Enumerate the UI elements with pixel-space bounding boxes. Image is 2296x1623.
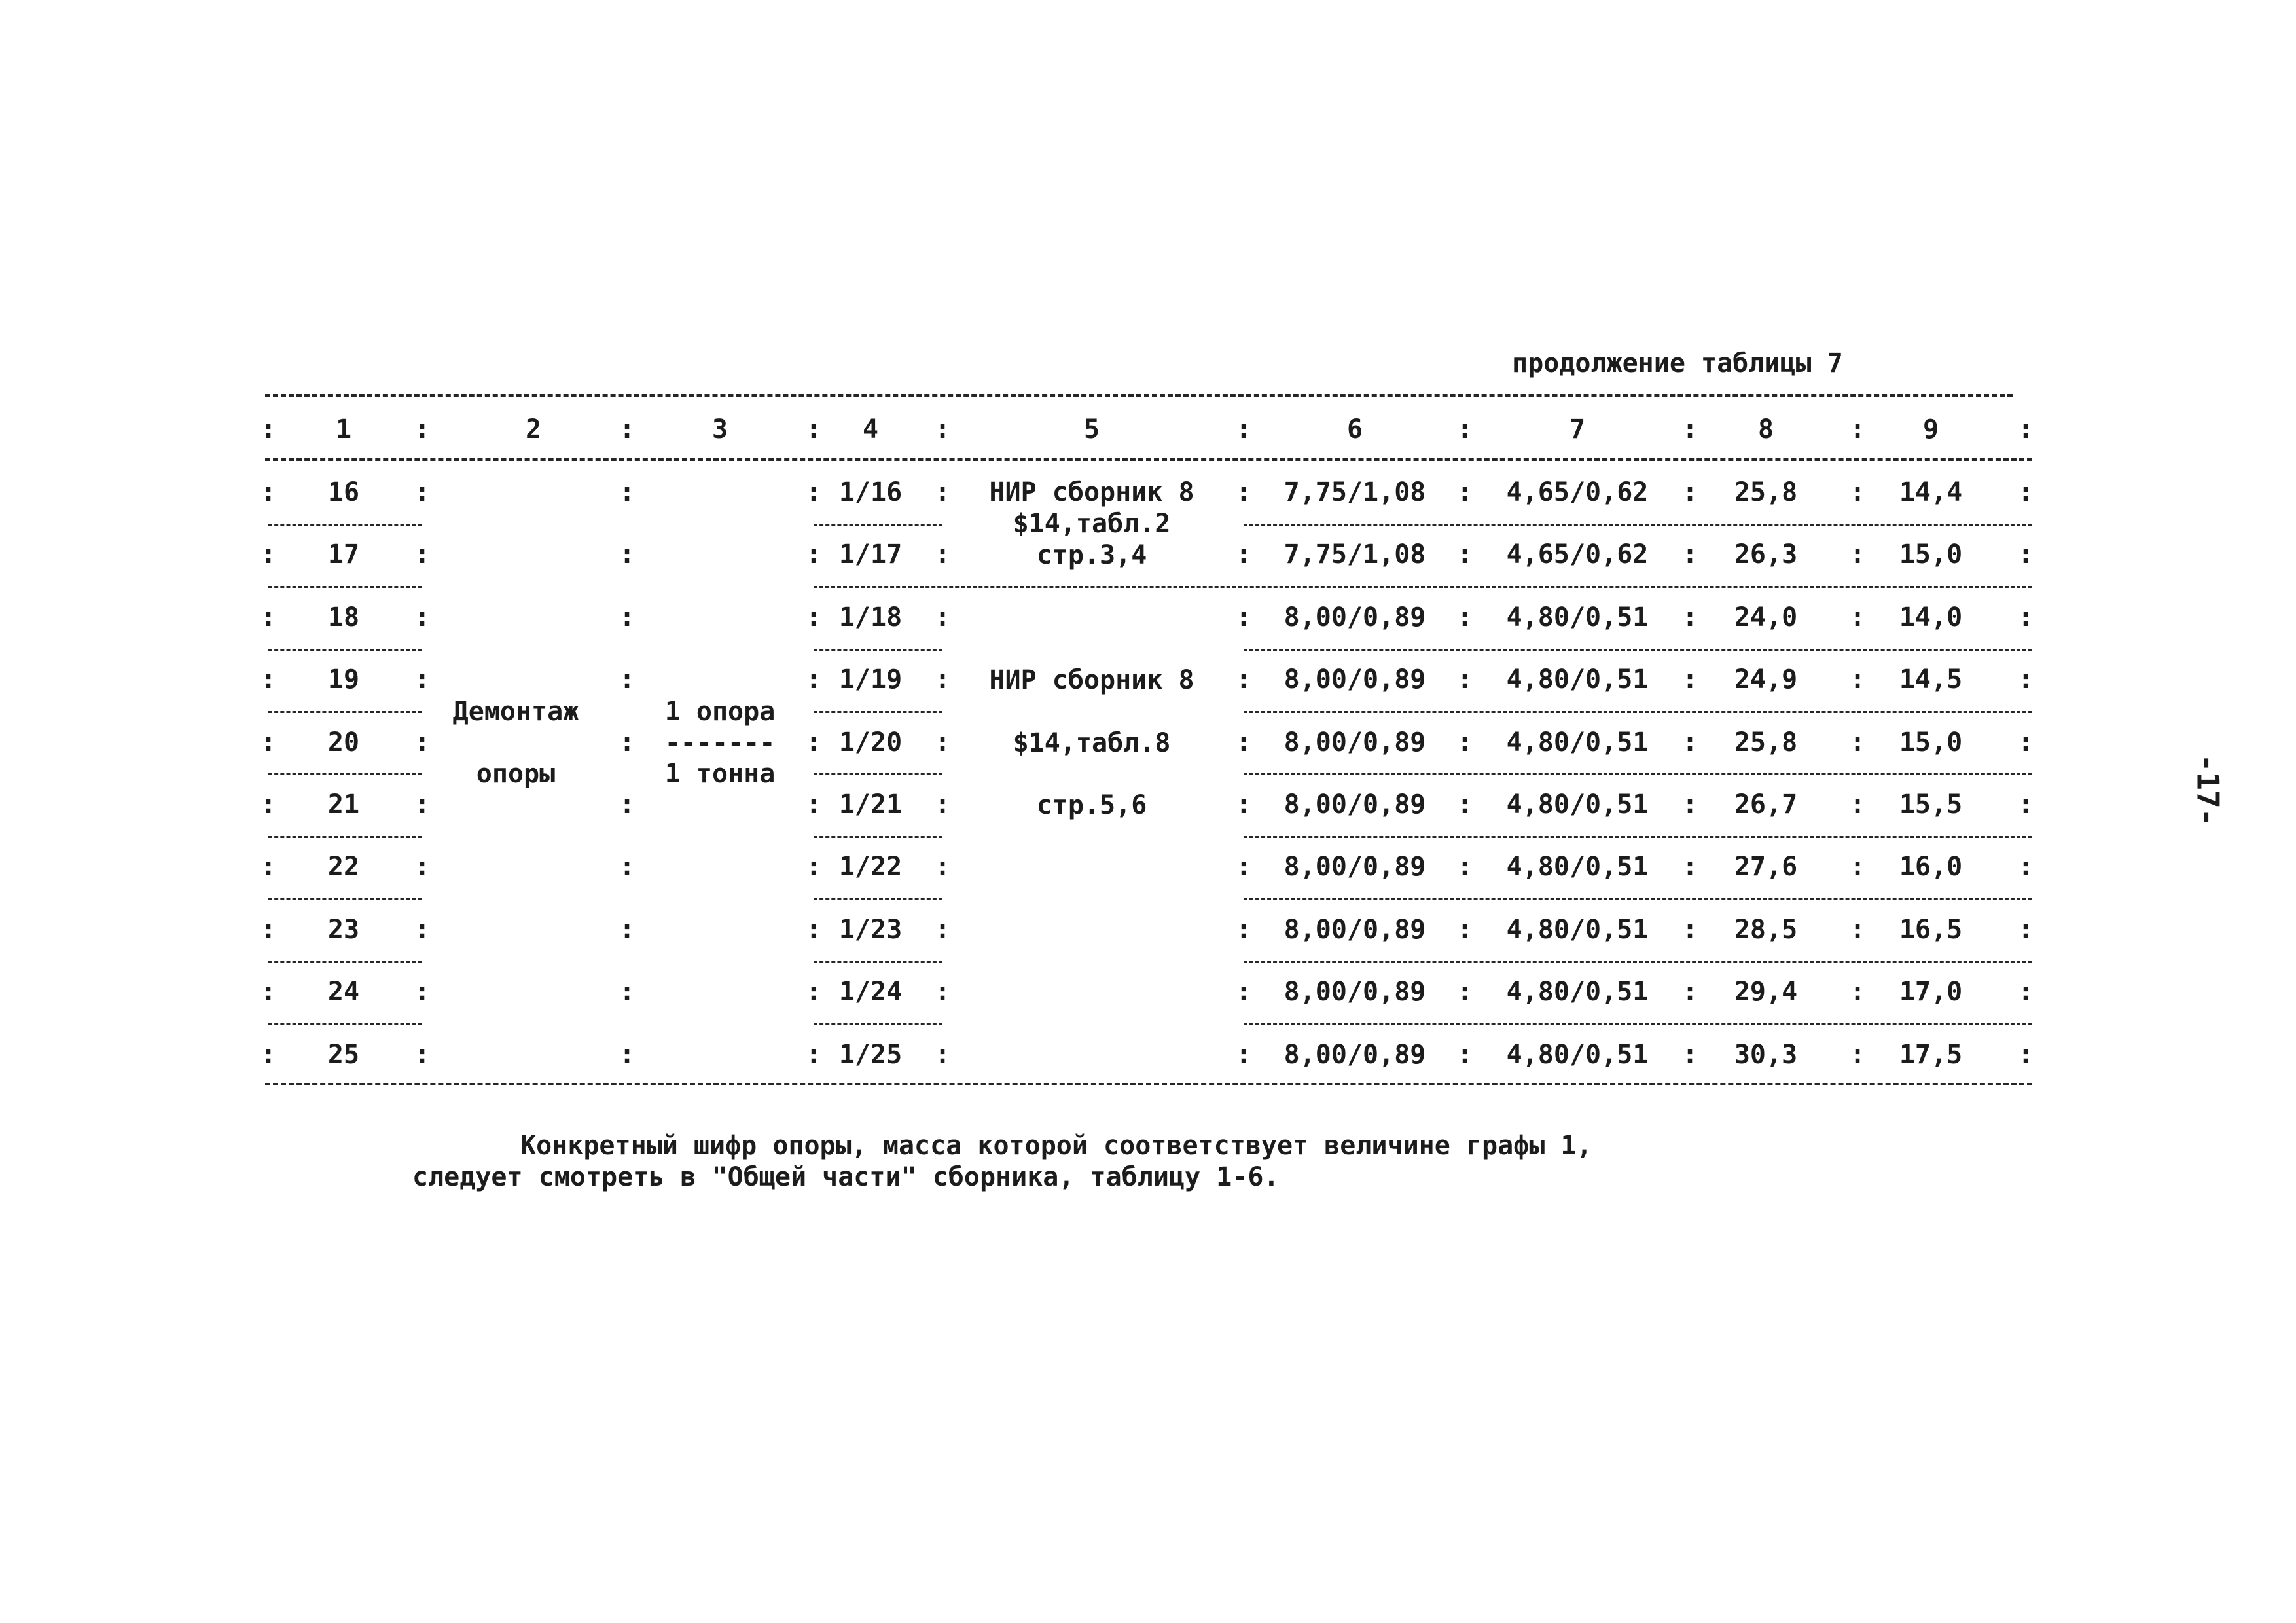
column-separator: : [805, 852, 822, 883]
column-separator: : [2017, 914, 2034, 945]
table-cell-col4: 1/17 [838, 539, 903, 570]
row-separator [814, 898, 942, 900]
row-separator [268, 898, 422, 900]
col2-label-line2: опоры [476, 759, 556, 789]
col5-group2-line1: НИР сборник 8 [989, 665, 1194, 695]
column-header-3: 3 [711, 414, 728, 445]
row-separator [1244, 898, 2032, 900]
row-separator [814, 1023, 942, 1025]
column-separator: : [2017, 1039, 2034, 1070]
column-separator: : [1456, 790, 1473, 820]
column-separator: : [934, 414, 951, 445]
col5-group2-line3: стр.5,6 [1036, 790, 1147, 820]
table-cell-col1: 19 [327, 665, 360, 695]
table-cell-col7: 4,80/0,51 [1506, 790, 1649, 820]
column-separator: : [260, 914, 277, 945]
table-cell-col7: 4,65/0,62 [1506, 477, 1649, 507]
column-separator: : [934, 977, 951, 1008]
column-header-7: 7 [1569, 414, 1586, 445]
table-cell-col7: 4,80/0,51 [1506, 977, 1649, 1008]
column-separator: : [1849, 539, 1866, 570]
column-separator: : [1456, 914, 1473, 945]
column-separator: : [1681, 602, 1698, 632]
table-cell-col1: 22 [327, 852, 360, 883]
table-cell-col8: 28,5 [1734, 914, 1798, 945]
column-separator: : [414, 1039, 431, 1070]
column-separator: : [1681, 977, 1698, 1008]
row-separator [814, 586, 2032, 588]
row-separator [1244, 961, 2032, 963]
row-separator [814, 711, 942, 713]
column-separator: : [805, 414, 822, 445]
table-cell-col7: 4,80/0,51 [1506, 1039, 1649, 1070]
column-separator: : [1849, 914, 1866, 945]
table-cell-col4: 1/24 [838, 977, 903, 1008]
column-separator: : [1456, 477, 1473, 507]
column-separator: : [1456, 727, 1473, 757]
page-number: -17- [2190, 754, 2226, 827]
column-separator: : [414, 414, 431, 445]
column-header-8: 8 [1757, 414, 1774, 445]
column-header-2: 2 [525, 414, 542, 445]
table-bottom-rule [265, 1083, 2032, 1085]
column-separator: : [2017, 477, 2034, 507]
table-cell-col8: 25,8 [1734, 727, 1798, 757]
column-separator: : [619, 977, 636, 1008]
row-separator [814, 836, 942, 838]
column-header-1: 1 [335, 414, 352, 445]
column-separator: : [1456, 665, 1473, 695]
table-cell-col6: 8,00/0,89 [1283, 602, 1426, 632]
table-cell-col8: 27,6 [1734, 852, 1798, 883]
column-separator: : [414, 539, 431, 570]
column-separator: : [619, 790, 636, 820]
column-separator: : [1849, 852, 1866, 883]
table-cell-col1: 24 [327, 977, 360, 1008]
column-separator: : [805, 665, 822, 695]
column-header-4: 4 [862, 414, 879, 445]
column-separator: : [260, 414, 277, 445]
col3-unit-line1: 1 опора [664, 697, 776, 727]
table-cell-col4: 1/22 [838, 852, 903, 883]
table-cell-col9: 14,4 [1899, 477, 1963, 507]
column-separator: : [1681, 539, 1698, 570]
column-separator: : [1235, 790, 1252, 820]
column-separator: : [934, 602, 951, 632]
table-cell-col6: 8,00/0,89 [1283, 790, 1426, 820]
col5-group1-line2: $14,табл.2 [1013, 509, 1171, 539]
column-separator: : [414, 602, 431, 632]
row-separator [814, 524, 942, 526]
column-separator: : [619, 914, 636, 945]
table-cell-col9: 16,5 [1899, 914, 1963, 945]
table-cell-col8: 26,7 [1734, 790, 1798, 820]
column-separator: : [1849, 1039, 1866, 1070]
row-separator [814, 961, 942, 963]
column-separator: : [934, 727, 951, 757]
table-cell-col4: 1/18 [838, 602, 903, 632]
table-cell-col8: 26,3 [1734, 539, 1798, 570]
column-separator: : [805, 1039, 822, 1070]
column-header-5: 5 [1083, 414, 1100, 445]
table-cell-col8: 29,4 [1734, 977, 1798, 1008]
column-separator: : [1235, 914, 1252, 945]
column-header-6: 6 [1346, 414, 1363, 445]
header-bottom-rule [265, 458, 2032, 461]
row-separator [268, 649, 422, 651]
column-separator: : [1456, 852, 1473, 883]
column-separator: : [414, 852, 431, 883]
col3-unit-divider: ------- [664, 728, 776, 758]
table-cell-col4: 1/16 [838, 477, 903, 507]
column-separator: : [2017, 665, 2034, 695]
column-separator: : [2017, 727, 2034, 757]
column-separator: : [260, 977, 277, 1008]
table-cell-col8: 24,0 [1734, 602, 1798, 632]
table-continuation-heading: продолжение таблицы 7 [1512, 348, 1843, 378]
column-separator: : [2017, 790, 2034, 820]
table-cell-col9: 14,0 [1899, 602, 1963, 632]
table-cell-col9: 14,5 [1899, 665, 1963, 695]
column-separator: : [414, 477, 431, 507]
row-separator [1244, 524, 2032, 526]
table-cell-col6: 8,00/0,89 [1283, 727, 1426, 757]
row-separator [268, 1023, 422, 1025]
table-cell-col9: 15,0 [1899, 539, 1963, 570]
column-separator: : [1681, 852, 1698, 883]
table-top-rule [265, 394, 2013, 397]
column-separator: : [805, 477, 822, 507]
table-cell-col1: 21 [327, 790, 360, 820]
column-separator: : [414, 914, 431, 945]
table-cell-col7: 4,80/0,51 [1506, 665, 1649, 695]
column-separator: : [1849, 790, 1866, 820]
row-separator [1244, 836, 2032, 838]
table-cell-col9: 15,0 [1899, 727, 1963, 757]
table-cell-col7: 4,80/0,51 [1506, 727, 1649, 757]
column-separator: : [1456, 414, 1473, 445]
table-cell-col4: 1/21 [838, 790, 903, 820]
row-separator [268, 836, 422, 838]
row-separator [268, 961, 422, 963]
row-separator [1244, 649, 2032, 651]
column-separator: : [1235, 414, 1252, 445]
column-separator: : [2017, 852, 2034, 883]
column-separator: : [2017, 977, 2034, 1008]
table-cell-col4: 1/20 [838, 727, 903, 757]
column-separator: : [1456, 602, 1473, 632]
row-separator [268, 711, 422, 713]
table-cell-col6: 7,75/1,08 [1283, 539, 1426, 570]
table-cell-col1: 23 [327, 914, 360, 945]
column-separator: : [1849, 414, 1866, 445]
column-separator: : [260, 539, 277, 570]
column-separator: : [619, 539, 636, 570]
col5-group1-line3: стр.3,4 [1036, 540, 1147, 570]
column-separator: : [1235, 727, 1252, 757]
footnote-line-1: Конкретный шифр опоры, масса которой соответствует величине графы 1, [520, 1131, 1592, 1161]
column-separator: : [1456, 977, 1473, 1008]
table-cell-col8: 24,9 [1734, 665, 1798, 695]
column-separator: : [619, 665, 636, 695]
column-separator: : [934, 790, 951, 820]
column-separator: : [1849, 727, 1866, 757]
table-cell-col9: 17,5 [1899, 1039, 1963, 1070]
table-cell-col1: 18 [327, 602, 360, 632]
column-separator: : [1235, 977, 1252, 1008]
column-separator: : [619, 602, 636, 632]
table-cell-col9: 15,5 [1899, 790, 1963, 820]
column-separator: : [414, 727, 431, 757]
column-separator: : [805, 977, 822, 1008]
table-cell-col1: 25 [327, 1039, 360, 1070]
column-separator: : [619, 477, 636, 507]
column-separator: : [1456, 1039, 1473, 1070]
col5-group1-line1: НИР сборник 8 [989, 477, 1194, 507]
row-separator [268, 773, 422, 775]
col5-group2-line2: $14,табл.8 [1013, 728, 1171, 758]
column-separator: : [1849, 977, 1866, 1008]
footnote-line-2: следует смотреть в "Общей части" сборника, таблицу 1-6. [412, 1162, 1280, 1192]
row-separator [1244, 773, 2032, 775]
row-separator [268, 524, 422, 526]
column-separator: : [805, 790, 822, 820]
table-cell-col6: 8,00/0,89 [1283, 977, 1426, 1008]
table-cell-col4: 1/25 [838, 1039, 903, 1070]
column-separator: : [260, 1039, 277, 1070]
column-separator: : [414, 665, 431, 695]
table-cell-col4: 1/19 [838, 665, 903, 695]
col3-unit-line2: 1 тонна [664, 759, 776, 789]
column-separator: : [1681, 1039, 1698, 1070]
column-separator: : [934, 539, 951, 570]
table-cell-col6: 8,00/0,89 [1283, 914, 1426, 945]
column-separator: : [1849, 477, 1866, 507]
column-separator: : [1681, 727, 1698, 757]
table-cell-col4: 1/23 [838, 914, 903, 945]
column-separator: : [619, 414, 636, 445]
column-separator: : [2017, 602, 2034, 632]
column-separator: : [619, 852, 636, 883]
column-separator: : [2017, 414, 2034, 445]
column-separator: : [260, 602, 277, 632]
column-separator: : [1235, 477, 1252, 507]
column-separator: : [1681, 665, 1698, 695]
column-separator: : [1681, 414, 1698, 445]
column-separator: : [414, 977, 431, 1008]
table-cell-col6: 8,00/0,89 [1283, 852, 1426, 883]
column-separator: : [260, 477, 277, 507]
row-separator [814, 773, 942, 775]
column-separator: : [934, 665, 951, 695]
column-separator: : [1681, 477, 1698, 507]
column-separator: : [805, 914, 822, 945]
column-separator: : [934, 1039, 951, 1070]
table-cell-col7: 4,65/0,62 [1506, 539, 1649, 570]
column-separator: : [1849, 665, 1866, 695]
table-cell-col8: 25,8 [1734, 477, 1798, 507]
column-separator: : [805, 602, 822, 632]
column-separator: : [1681, 790, 1698, 820]
table-cell-col9: 17,0 [1899, 977, 1963, 1008]
column-separator: : [260, 852, 277, 883]
column-header-9: 9 [1922, 414, 1939, 445]
table-cell-col1: 17 [327, 539, 360, 570]
row-separator [1244, 711, 2032, 713]
table-cell-col1: 20 [327, 727, 360, 757]
column-separator: : [260, 790, 277, 820]
column-separator: : [1235, 539, 1252, 570]
table-cell-col8: 30,3 [1734, 1039, 1798, 1070]
column-separator: : [1235, 852, 1252, 883]
table-cell-col7: 4,80/0,51 [1506, 914, 1649, 945]
column-separator: : [805, 727, 822, 757]
column-separator: : [2017, 539, 2034, 570]
table-cell-col6: 7,75/1,08 [1283, 477, 1426, 507]
column-separator: : [414, 790, 431, 820]
column-separator: : [934, 852, 951, 883]
column-separator: : [619, 1039, 636, 1070]
column-separator: : [1849, 602, 1866, 632]
table-cell-col6: 8,00/0,89 [1283, 665, 1426, 695]
column-separator: : [1681, 914, 1698, 945]
table-cell-col1: 16 [327, 477, 360, 507]
table-cell-col6: 8,00/0,89 [1283, 1039, 1426, 1070]
column-separator: : [260, 727, 277, 757]
column-separator: : [934, 914, 951, 945]
col2-label-line1: Демонтаж [452, 697, 579, 727]
table-cell-col7: 4,80/0,51 [1506, 852, 1649, 883]
column-separator: : [805, 539, 822, 570]
column-separator: : [619, 727, 636, 757]
table-cell-col7: 4,80/0,51 [1506, 602, 1649, 632]
column-separator: : [1235, 602, 1252, 632]
column-separator: : [1456, 539, 1473, 570]
column-separator: : [934, 477, 951, 507]
row-separator [1244, 1023, 2032, 1025]
row-separator [268, 586, 422, 588]
column-separator: : [1235, 1039, 1252, 1070]
table-cell-col9: 16,0 [1899, 852, 1963, 883]
column-separator: : [1235, 665, 1252, 695]
row-separator [814, 649, 942, 651]
column-separator: : [260, 665, 277, 695]
